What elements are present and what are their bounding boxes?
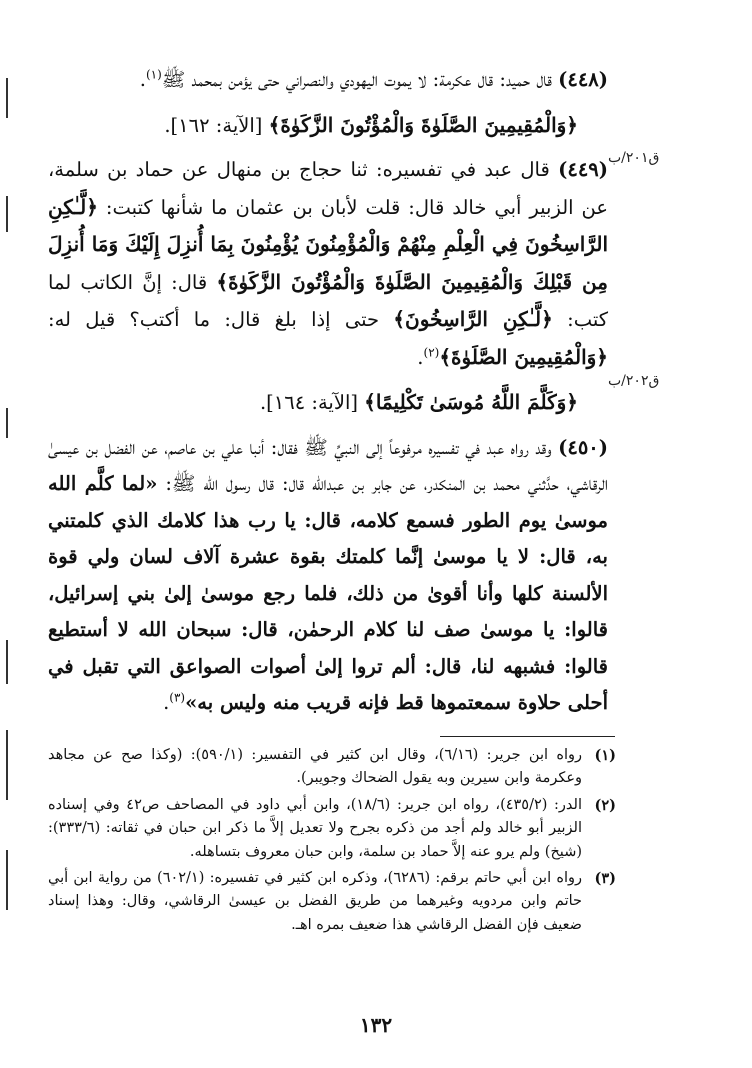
scan-edge-mark bbox=[6, 640, 8, 684]
entry-end: . bbox=[417, 345, 424, 369]
entry-text: قال حميد: قال عكرمة: لا يموت اليهودي والنصراني حتى يؤمن بمحمد ﷺ bbox=[161, 68, 552, 91]
quran-verse: ﴿وَكَلَّمَ اللَّهُ مُوسَىٰ تَكْلِيمًا﴾ bbox=[364, 390, 578, 414]
entry-number: (٤٤٩) bbox=[558, 158, 609, 181]
scan-edge-mark bbox=[6, 730, 8, 800]
entry-text: قال عبد في تفسيره: ثنا حجاج بن منهال عن حماد بن سلمة، عن الزبير أبي خالد قال: قلت لأبان بن عثمان ما شأنها كتبت: bbox=[48, 158, 608, 219]
entry-text: وقد رواه عبد في تفسيره مرفوعاً إلى النبيِّ ﷺ فقال: أنبا علي بن عاصم، عن الفضل بن عيسىٰ الرقاشي، حدَّثني محمد بن المنكدر، عن جابر بن عبدالله قال: قال رسول الله ﷺ: bbox=[48, 435, 608, 495]
quran-verse: ﴿لَّـٰكِنِ الرَّاسِخُونَ﴾ bbox=[393, 307, 553, 331]
quran-verse: ﴿وَالْمُقِيمِينَ الصَّلَوٰةَ﴾ bbox=[439, 344, 608, 369]
scan-edge-mark bbox=[6, 408, 8, 438]
footnote-text: رواه ابن جرير: (٦/١٦)، وقال ابن كثير في التفسير: (٥٩٠/١): (وكذا صح عن مجاهد وعكرمة وابن سيرين وبه يقول الضحاك وجويبر). bbox=[48, 747, 582, 787]
entry-number: (٤٤٨) bbox=[558, 68, 608, 91]
footnote-ref: (٣) bbox=[169, 690, 186, 705]
entry-448 bbox=[48, 62, 608, 99]
manuscript-folio-note: ق٢٠١/ب bbox=[608, 150, 660, 166]
footnote-ref: (٢) bbox=[423, 345, 440, 359]
entry-text: قال: إنَّ الكاتب لما كتب: bbox=[48, 270, 609, 331]
scan-edge-mark bbox=[6, 78, 8, 118]
verse-ref: [الآية: ١٦٤]. bbox=[259, 391, 358, 414]
footnote-3 bbox=[48, 867, 616, 937]
footnote-number: (٣) bbox=[594, 870, 616, 888]
footnote-1 bbox=[48, 744, 616, 791]
footnote-ref: (١) bbox=[145, 67, 162, 82]
page-number: ١٣٢ bbox=[359, 1013, 393, 1037]
footnote-number: (٢) bbox=[594, 796, 616, 814]
entry-end: . bbox=[139, 68, 146, 91]
quran-verse: ﴿وَالْمُقِيمِينَ الصَّلَوٰةَ وَالْمُؤْتُونَ الزَّكَوٰةَ﴾ bbox=[268, 112, 578, 137]
footnotes bbox=[48, 744, 616, 940]
entry-449 bbox=[48, 152, 608, 376]
entry-end: . bbox=[163, 691, 170, 714]
footnote-2 bbox=[48, 794, 616, 864]
footnote-text: رواه ابن أبي حاتم برقم: (٦٢٨٦)، وذكره ابن كثير في تفسيره: (٦٠٢/١) من رواية ابن أبي حاتم وابن مردويه وغيرهما من طريق الفضل بن عيسىٰ الرقاشي، وقال: وهذا إسناد ضعيف فإن الفضل الرقاشي هذا ضعيف بمره اهـ. bbox=[48, 870, 583, 933]
quran-verse: ﴿لَّـٰكِنِ الرَّاسِخُونَ فِي الْعِلْمِ مِنْهُمْ وَالْمُؤْمِنُونَ يُؤْمِنُونَ بِمَا أُنزِلَ إِلَيْكَ وَمَا أُنزِلَ مِن قَبْلِكَ وَالْمُقِيمِينَ الصَّلَوٰةَ وَالْمُؤْتُونَ الزَّكَوٰةَ﴾ bbox=[48, 194, 608, 294]
manuscript-folio-note: ق٢٠٢/ب bbox=[608, 373, 660, 389]
scan-edge-mark bbox=[6, 850, 8, 910]
entry-number: (٤٥٠) bbox=[558, 435, 609, 459]
entry-450 bbox=[48, 430, 608, 722]
main-text bbox=[48, 62, 608, 730]
footnote-number: (١) bbox=[594, 747, 616, 764]
entry-text: حتى إذا بلغ قال: ما أكتب؟ قيل له: bbox=[48, 308, 380, 331]
verse-heading-164 bbox=[48, 384, 608, 422]
verse-ref: [الآية: ١٦٢]. bbox=[164, 113, 263, 137]
hadith-text: «لما كلَّم الله موسىٰ يوم الطور فسمع كلامه، قال: يا رب هذا كلامك الذي كلمتني به، قال: لا يا موسىٰ إنَّما كلمتك بقوة عشرة آلاف لسان ولي قوة الألسنة كلها وأنا أقوىٰ من ذلك، فلما رجع موسىٰ إلىٰ بني إسرائيل، قالوا: يا موسىٰ صف لنا كلام الرحمٰن، قال: سبحان الله لا أستطيع قالوا: فشبهه لنا، قال: ألم تروا إلىٰ أصوات الصواعق التي تقبل في أحلى حلاوة سمعتموها قط فإنه قريب منه وليس به» bbox=[48, 472, 608, 714]
verse-heading-162 bbox=[48, 107, 608, 145]
footnote-separator bbox=[440, 736, 615, 737]
scan-edge-mark bbox=[6, 196, 8, 232]
footnote-text: الدر: (٤٣٥/٢)، رواه ابن جرير: (١٨/٦)، وابن أبي داود في المصاحف ص٤٢ وفي إسناده الزبير أبو خالد ولم أجد من ذكره بجرح ولا تعديل إلاَّ ما ذكر ابن حبان في ثقاته: (٣٣٣/٦): (شيخ) ولم يرو عنه إلاَّ حماد بن سلمة، وابن حبان معروف بتساهله. bbox=[48, 796, 582, 860]
